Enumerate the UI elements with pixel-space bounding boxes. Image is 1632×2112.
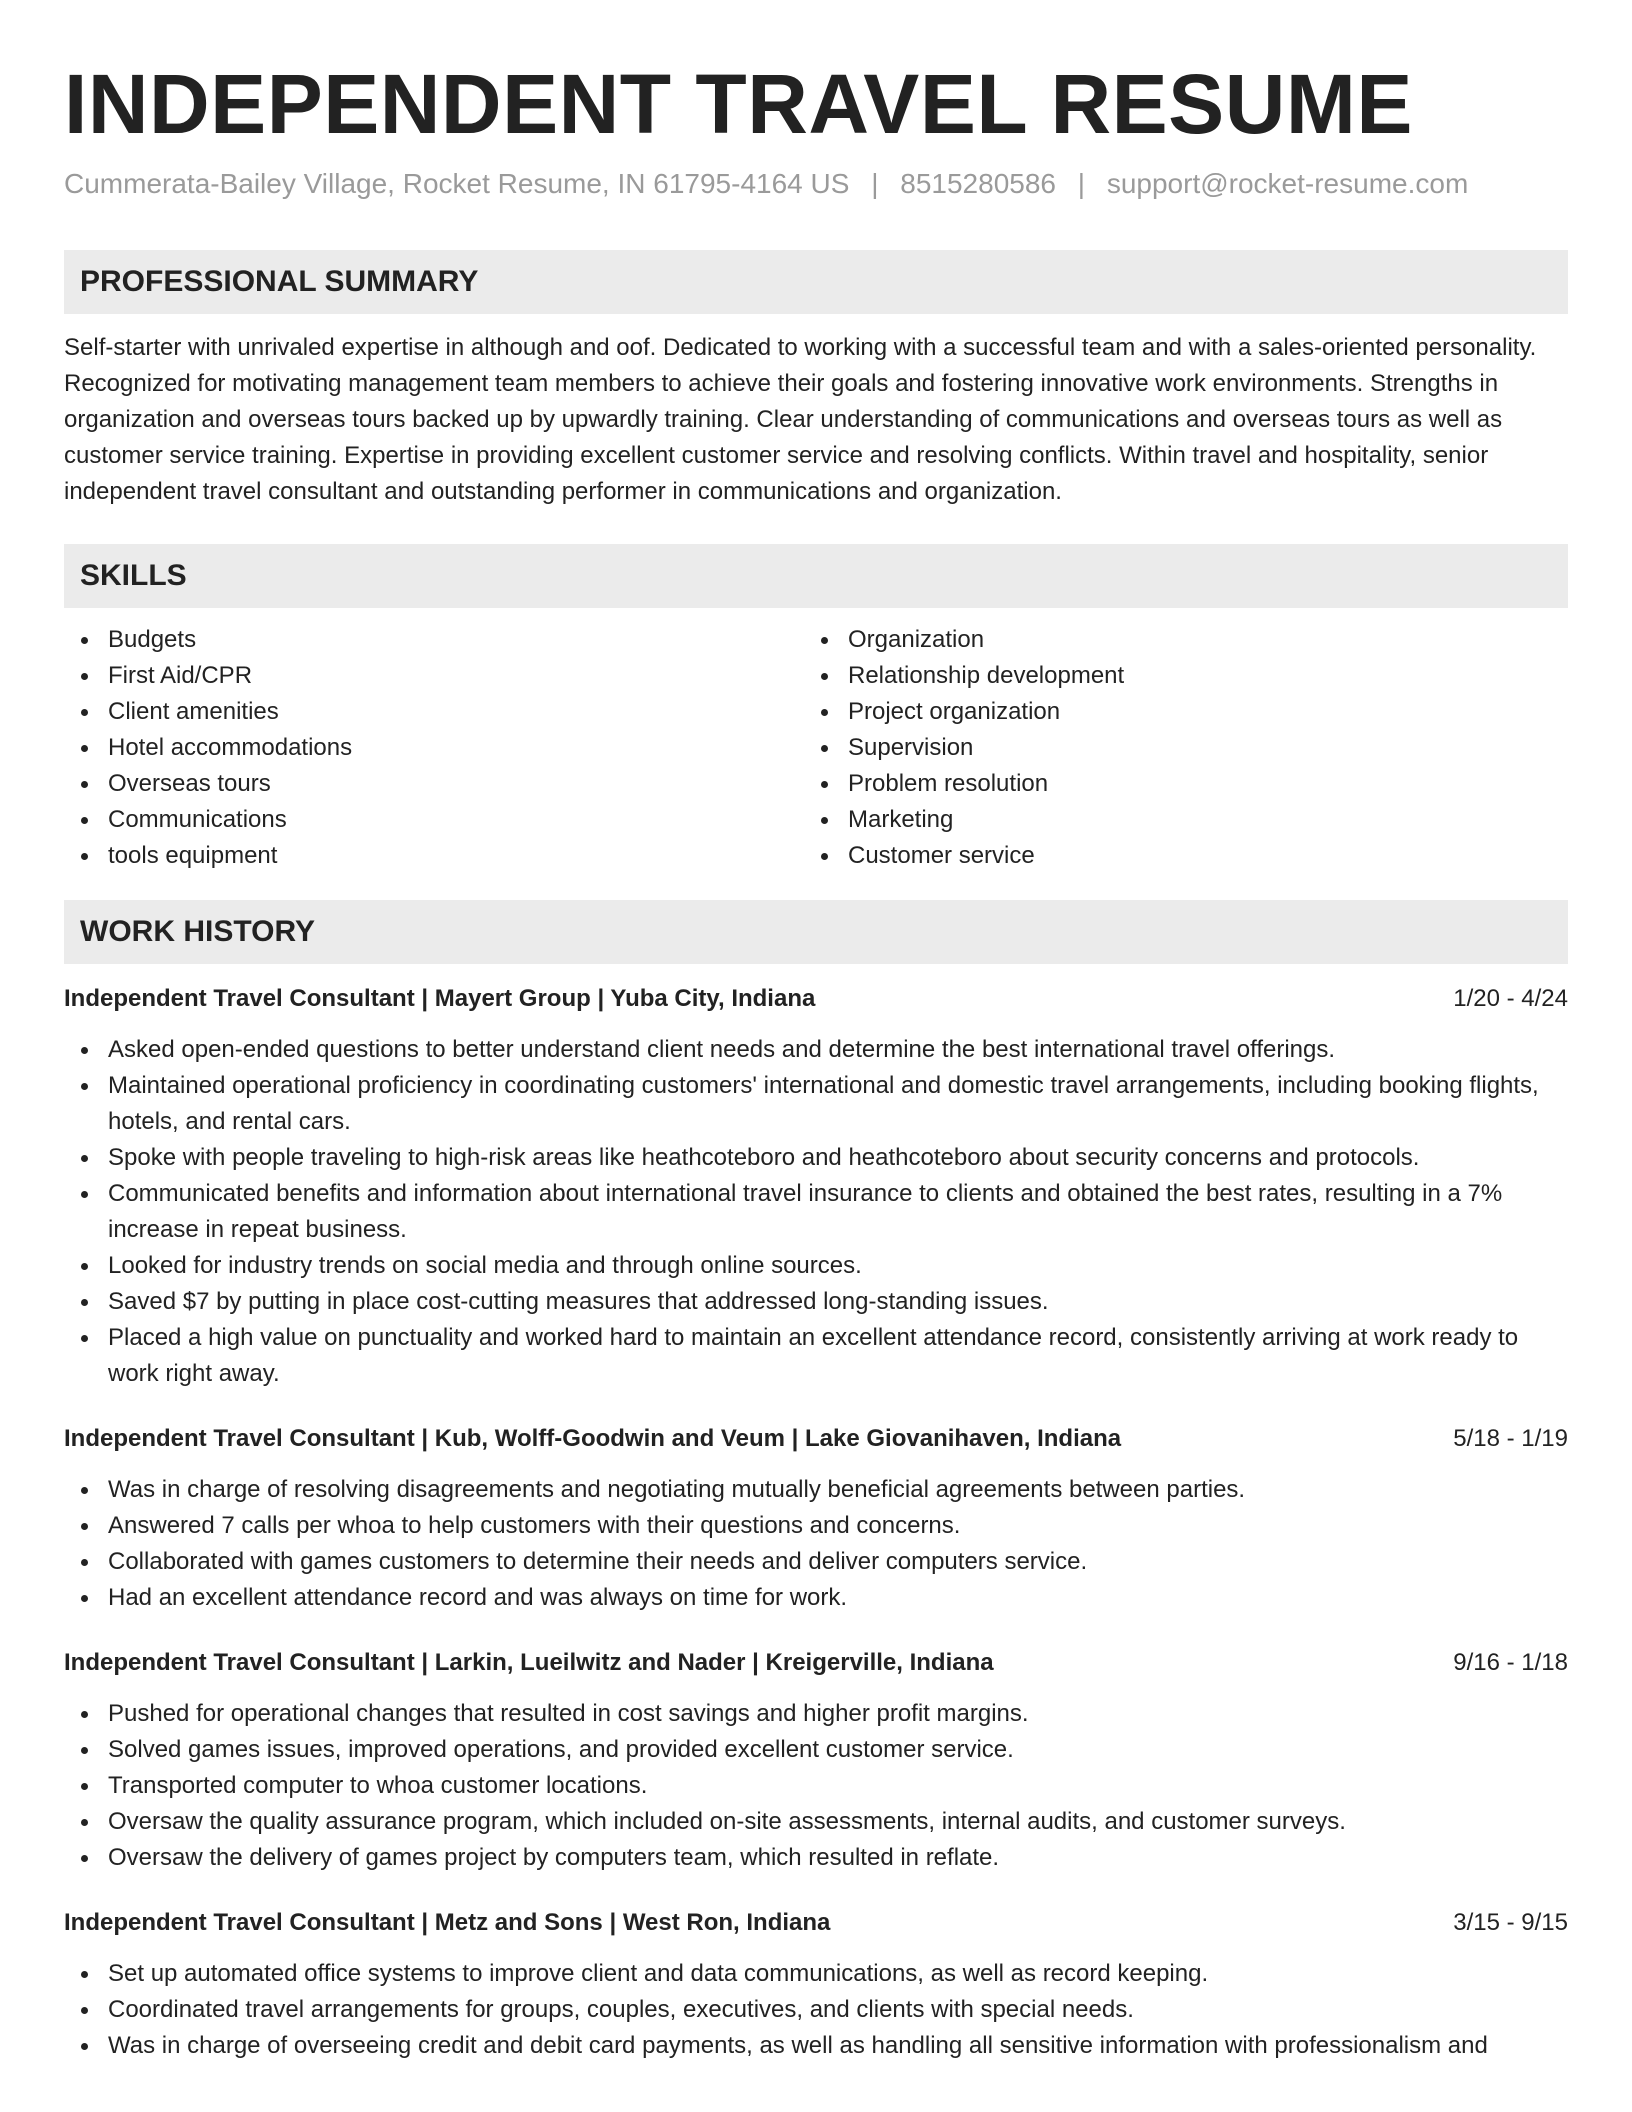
skill-item: Communications [64,802,804,838]
job-bullet: Collaborated with games customers to determine their needs and deliver computers service. [64,1544,1568,1580]
job-bullet: Spoke with people traveling to high-risk areas like heathcoteboro and heathcoteboro about security concerns and protocols. [64,1140,1568,1176]
job-entry [64,982,1568,1392]
section-title: PROFESSIONAL SUMMARY [80,265,479,298]
job-bullet: Communicated benefits and information about international travel insurance to clients and obtained the best rates, resulting in a 7% increase in repeat business. [64,1176,1568,1248]
section-header-summary [64,250,1568,314]
email-text: support@rocket-resume.com [1106,168,1469,199]
job-bullet: Transported computer to whoa customer locations. [64,1768,1568,1804]
job-bullet: Pushed for operational changes that resulted in cost savings and higher profit margins. [64,1696,1568,1732]
skill-item: Supervision [804,730,1544,766]
job-title: Independent Travel Consultant | Larkin, Lueilwitz and Nader | Kreigerville, Indiana [64,1649,994,1676]
skills-column-left [64,622,804,874]
job-header [64,982,1568,1016]
job-bullet: Saved $7 by putting in place cost-cutting measures that addressed long-standing issues. [64,1284,1568,1320]
skill-item: First Aid/CPR [64,658,804,694]
job-bullet: Placed a high value on punctuality and worked hard to maintain an excellent attendance record, consistently arriving at work ready to work right away. [64,1320,1568,1392]
contact-line [64,166,1568,202]
job-bullet: Oversaw the quality assurance program, which included on-site assessments, internal audits, and customer surveys. [64,1804,1568,1840]
job-title: Independent Travel Consultant | Kub, Wolff-Goodwin and Veum | Lake Giovanihaven, Indiana [64,1425,1122,1452]
skill-item: Project organization [804,694,1544,730]
job-header [64,1422,1568,1456]
job-bullet: Asked open-ended questions to better understand client needs and determine the best international travel offerings. [64,1032,1568,1068]
job-entry [64,1906,1568,2064]
job-bullets [64,1956,1568,2064]
contact-separator: | [1077,168,1086,199]
job-entry [64,1422,1568,1616]
job-dates: 3/15 - 9/15 [1453,1909,1568,1936]
summary-paragraph: Self-starter with unrivaled expertise in although and oof. Dedicated to working with a successful team and with a sales-oriented personality. Recognized for motivating management team members to achieve their goals and fostering innovative work environments. Strengths in organization and overseas tours backed up by upwardly training. Clear understanding of communications and overseas tours as well as customer service training. Expertise in providing excellent customer service and resolving conflicts. Within travel and hospitality, senior independent travel consultant and outstanding performer in communications and organization. [64,334,1537,505]
section-header-work-history [64,900,1568,964]
job-header [64,1646,1568,1680]
section-title: SKILLS [80,559,187,592]
skill-item: tools equipment [64,838,804,874]
job-bullets [64,1472,1568,1616]
skill-item: Client amenities [64,694,804,730]
job-bullet: Had an excellent attendance record and was always on time for work. [64,1580,1568,1616]
skill-item: Customer service [804,838,1544,874]
contact-separator: | [871,168,879,199]
skill-item: Hotel accommodations [64,730,804,766]
job-dates: 9/16 - 1/18 [1453,1649,1568,1676]
job-bullet: Solved games issues, improved operations, and provided excellent customer service. [64,1732,1568,1768]
job-bullet: Was in charge of overseeing credit and debit card payments, as well as handling all sensitive information with professionalism and [64,2028,1568,2064]
job-bullet: Oversaw the delivery of games project by computers team, which resulted in reflate. [64,1840,1568,1876]
job-bullet: Answered 7 calls per whoa to help customers with their questions and concerns. [64,1508,1568,1544]
skill-item: Relationship development [804,658,1544,694]
section-header-skills [64,544,1568,608]
job-dates: 1/20 - 4/24 [1453,985,1568,1012]
address-text: Cummerata-Bailey Village, Rocket Resume, IN 61795-4164 US [64,168,850,199]
skill-item: Marketing [804,802,1544,838]
skills-list [64,622,1568,874]
section-title: WORK HISTORY [80,915,316,948]
job-bullet: Maintained operational proficiency in coordinating customers' international and domestic travel arrangements, including booking flights, hotels, and rental cars. [64,1068,1568,1140]
job-header [64,1906,1568,1940]
skills-column-right [804,622,1544,874]
job-entry [64,1646,1568,1876]
skill-item: Organization [804,622,1544,658]
skill-item: Problem resolution [804,766,1544,802]
job-bullet: Set up automated office systems to improve client and data communications, as well as record keeping. [64,1956,1568,1992]
job-bullets [64,1032,1568,1392]
job-dates: 5/18 - 1/19 [1453,1425,1568,1452]
job-title: Independent Travel Consultant | Metz and Sons | West Ron, Indiana [64,1909,831,1936]
skill-item: Overseas tours [64,766,804,802]
job-bullet: Looked for industry trends on social media and through online sources. [64,1248,1568,1284]
job-title: Independent Travel Consultant | Mayert Group | Yuba City, Indiana [64,985,816,1012]
skill-item: Budgets [64,622,804,658]
resume-title: INDEPENDENT TRAVEL RESUME [64,57,1413,151]
job-bullets [64,1696,1568,1876]
job-bullet: Coordinated travel arrangements for groups, couples, executives, and clients with special needs. [64,1992,1568,2028]
job-bullet: Was in charge of resolving disagreements and negotiating mutually beneficial agreements between parties. [64,1472,1568,1508]
phone-text: 8515280586 [900,168,1056,199]
